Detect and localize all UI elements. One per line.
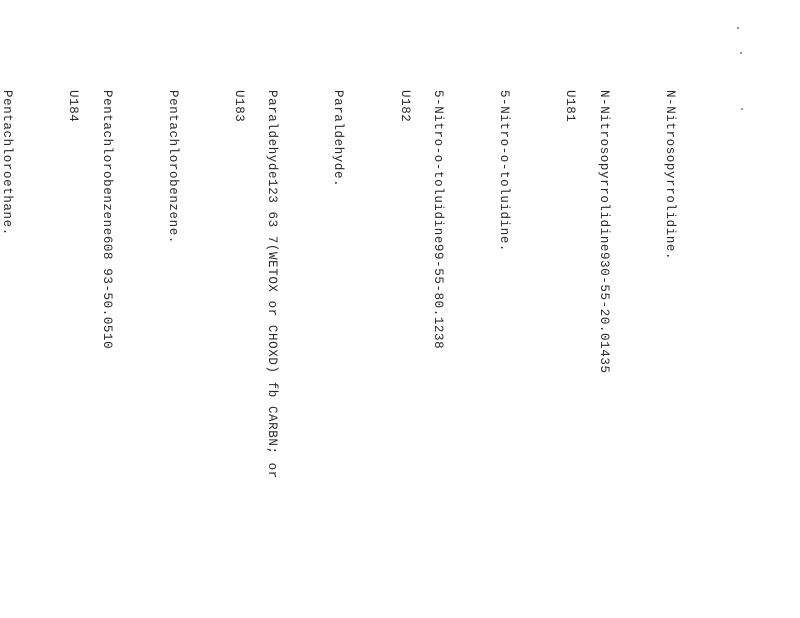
text-line: Pentachlorobenzene608 93-50.0510 [99,90,114,350]
text-line: Paraldehyde. [331,90,346,188]
scan-speck [741,108,743,110]
text-line: N-Nitrosopyrrolidine. [662,90,677,261]
text-line: 5-Nitro-o-toluidine99-55-80.1238 [430,90,445,350]
text-line: Pentachloroethane. [0,90,15,236]
blank-line [631,90,642,618]
blank-line [531,90,542,618]
blank-line [366,90,377,618]
blank-line [465,90,476,618]
blank-line [134,90,145,618]
text-line: Paraldehyde123 63 7(WETOX or CHOXD) fb CARBN; or [265,90,280,479]
text-line: U182 [397,90,412,123]
text-line: 5-Nitro-o-toluidine. [497,90,512,253]
text-line: U181 [563,90,578,123]
blank-line [200,90,211,618]
scan-speck [737,27,739,29]
blank-line [34,90,45,618]
rotated-text-block [0,90,697,618]
text-line: U184 [66,90,81,123]
blank-line [299,90,310,618]
scan-speck [740,52,742,54]
text-line: Pentachlorobenzene. [165,90,180,244]
text-line: N-Nitrosopyrrolidine930-55-20.01435 [596,90,611,374]
text-line: U183 [232,90,247,123]
